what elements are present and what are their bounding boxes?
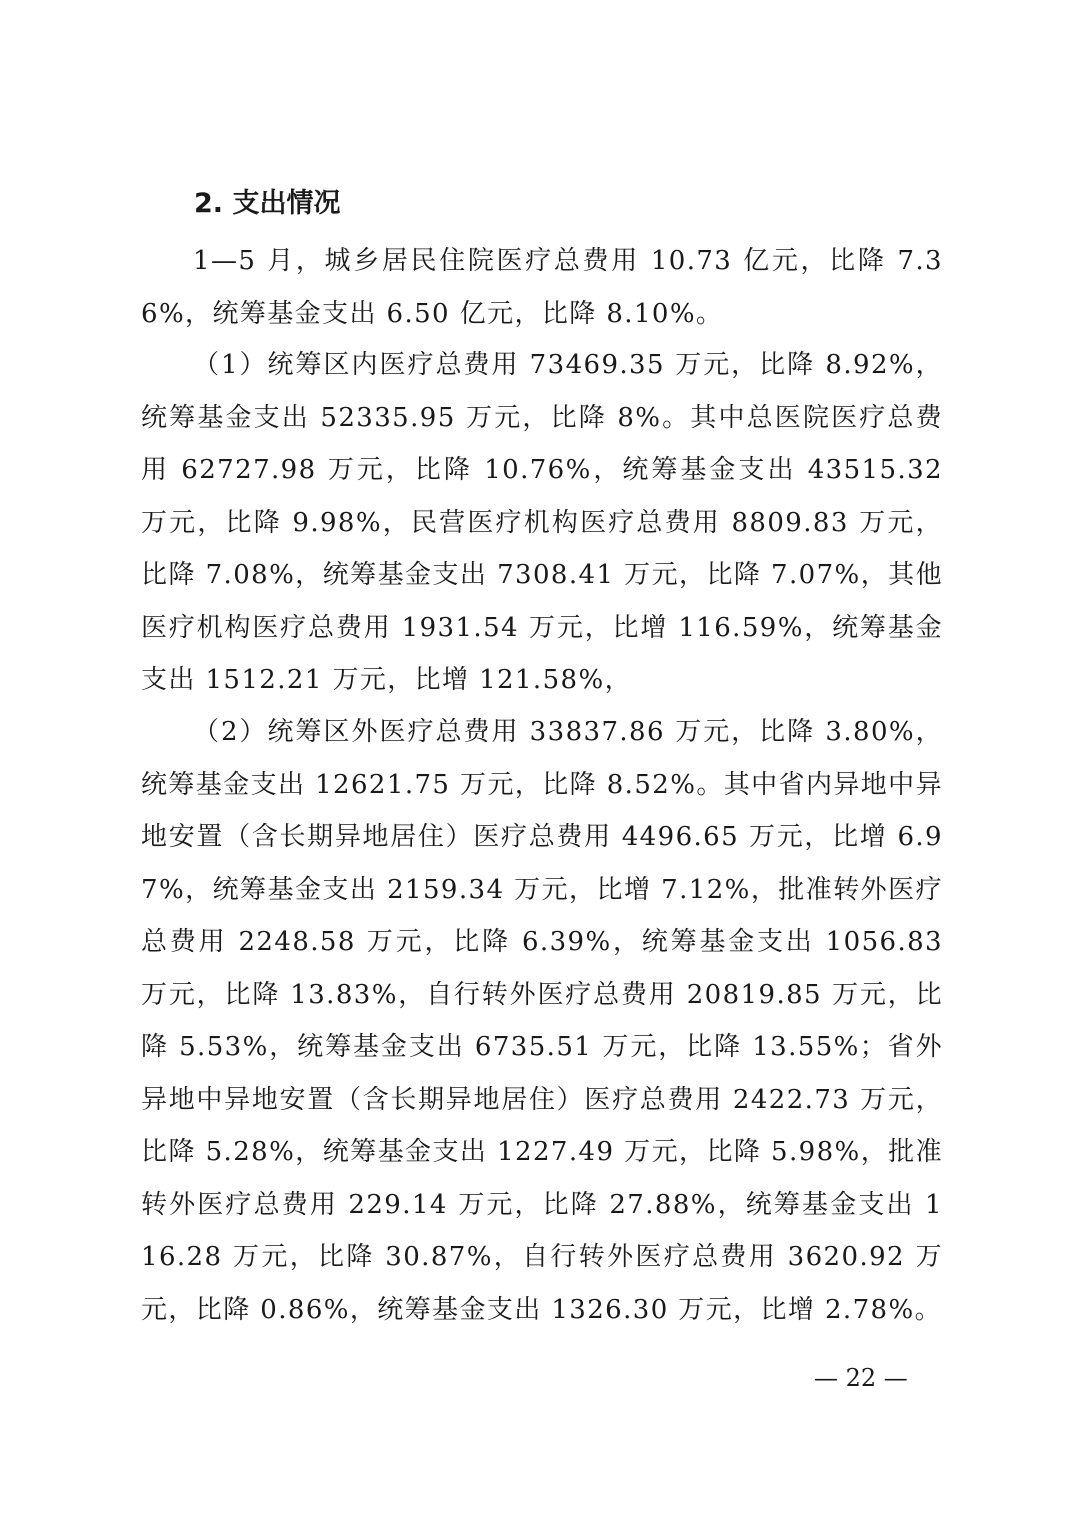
- paragraph-summary: 1—5 月，城乡居民住院医疗总费用 10.73 亿元，比降 7.36%，统筹基金支出 6.50 亿元，比降 8.10%。: [141, 246, 943, 329]
- page-number: — 22 —: [814, 1364, 908, 1392]
- section-heading: 2. 支出情况: [194, 188, 341, 219]
- paragraph-in-region: （1）统筹区内医疗总费用 73469.35 万元，比降 8.92%，统筹基金支出 52335.95 万元，比降 8%。其中总医院医疗总费用 62727.98 万元，比降 10.76%，统筹基金支出 43515.32 万元，比降 9.98%，民营医疗机构医疗总费用 8809.83 万元，比降 7.08%，统筹基金支出 7308.41 万元，比降 7.07%，其他医疗机构医疗总费用 1931.54 万元，比增 116.59%，统筹基金支出 1512.21 万元，比增 121.58%，: [141, 350, 943, 695]
- paragraph-out-region: （2）统筹区外医疗总费用 33837.86 万元，比降 3.80%，统筹基金支出 12621.75 万元，比降 8.52%。其中省内异地中异地安置（含长期异地居住）医疗总费用 4496.65 万元，比增 6.97%，统筹基金支出 2159.34 万元，比增 7.12%，批准转外医疗总费用 2248.58 万元，比降 6.39%，统筹基金支出 1056.83 万元，比降 13.83%，自行转外医疗总费用 20819.85 万元，比降 5.53%，统筹基金支出 6735.51 万元，比降 13.55%；省外异地中异地安置（含长期异地居住）医疗总费用 2422.73 万元，比降 5.28%，统筹基金支出 1227.49 万元，比降 5.98%，批准转外医疗总费用 229.14 万元，比降 27.88%，统筹基金支出 116.28 万元，比降 30.87%，自行转外医疗总费用 3620.92 万元，比降 0.86%，统筹基金支出 1326.30 万元，比增 2.78%。: [141, 717, 943, 1325]
